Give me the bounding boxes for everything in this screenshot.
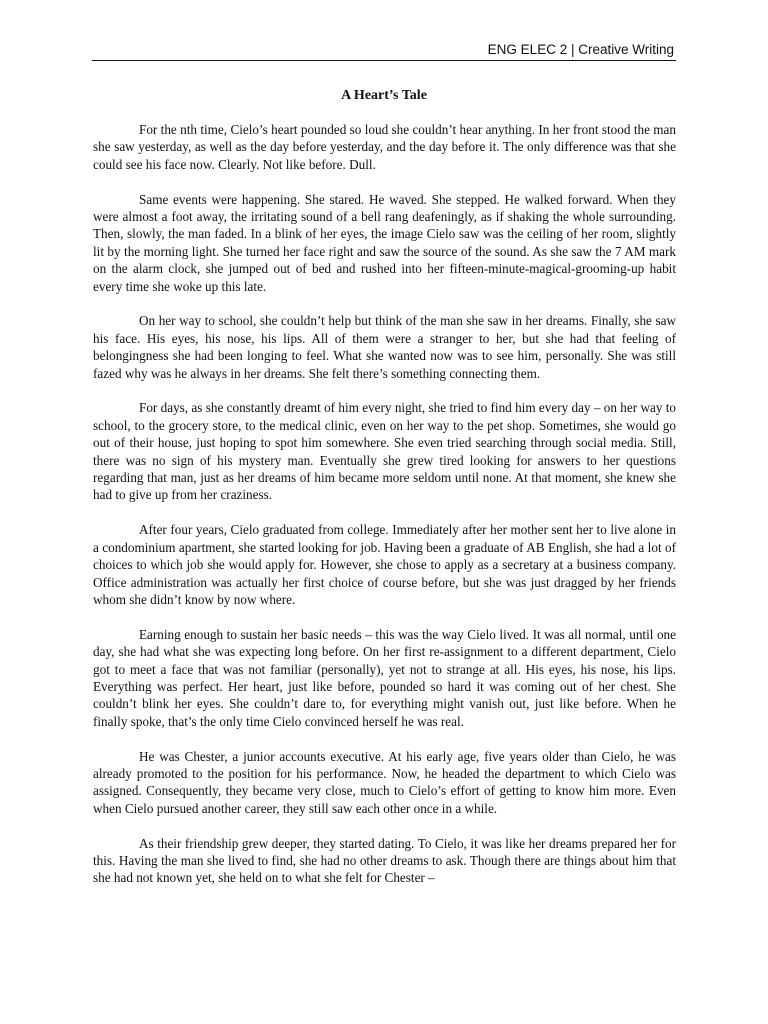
paragraph: After four years, Cielo graduated from college. Immediately after her mother sent her to live alone in a condominium apartment, she started looking for job. Having been a graduate of AB English, she had a lot of choices to which job she would apply for. However, she chose to apply as a secretary at a business company. Office administration was actually her first choice of course before, but she was just dragged by her friends whom she didn’t know by now where. bbox=[93, 522, 676, 607]
paragraph: As their friendship grew deeper, they started dating. To Cielo, it was like her dreams prepared her for this. Having the man she lived to find, she had no other dreams to ask. Though there are things about him that she had not known yet, she held on to what she felt for Chester – bbox=[93, 835, 676, 886]
page-header bbox=[92, 40, 676, 61]
document-title: A Heart’s Tale bbox=[341, 88, 427, 103]
paragraph: Same events were happening. She stared. He waved. She stepped. He walked forward. When they were almost a foot away, the irritating sound of a bell rang deafeningly, as if shaking the whole surrounding. Then, slowly, the man faded. In a blink of her eyes, the image Cielo saw was the ceiling of her room, slightly lit by the morning light. She turned her face right and saw the source of the sound. As she saw the 7 AM mark on the alarm clock, she jumped out of bed and rushed into her fifteen-minute-magical-grooming-up habit every time she woke up this late. bbox=[93, 191, 676, 294]
paragraph: Earning enough to sustain her basic needs – this was the way Cielo lived. It was all normal, until one day, she had what she was expecting long before. On her first re-assignment to a different department, Cielo got to meet a face that was not familiar (personally), yet not to strange at all. His eyes, his nose, his lips. Everything was perfect. Her heart, just like before, pounded so hard it was coming out of her chest. She couldn’t blink her eyes. She couldn’t dare to, for everything might vanish out, just like before. When he finally spoke, that’s the only time Cielo convinced herself he was real. bbox=[93, 626, 676, 729]
paragraph: He was Chester, a junior accounts executive. At his early age, five years older than Cielo, he was already promoted to the position for his performance. Now, he headed the department to which Cielo was assigned. Consequently, they became very close, much to Cielo’s effort of getting to know him more. Even when Cielo pursued another career, they still saw each other once in a while. bbox=[93, 748, 676, 816]
paragraph: On her way to school, she couldn’t help but think of the man she saw in her dreams. Finally, she saw his face. His eyes, his nose, his lips. All of them were a stranger to her, but she had that feeling of belongingness she had been longing to feel. What she wanted now was to see him, personally. She was still fazed why was he always in her dreams. She felt there’s something connecting them. bbox=[93, 313, 676, 381]
document-body bbox=[93, 121, 676, 904]
paragraph: For days, as she constantly dreamt of him every night, she tried to find him every day – on her way to school, to the grocery store, to the medical clinic, even on her way to the pet shop. Sometimes, she would go out of their house, just hoping to spot him somewhere. She even tried searching through social media. Still, there was no sign of his mystery man. Eventually she grew tired looking for answers to her questions regarding that man, just as her dreams of him became more seldom until none. At that moment, she knew she had to give up from her craziness. bbox=[93, 400, 676, 503]
paragraph: For the nth time, Cielo’s heart pounded so loud she couldn’t hear anything. In her front stood the man she saw yesterday, as well as the day before yesterday, and the day before it. The only difference was that she could see his face now. Clearly. Not like before. Dull. bbox=[93, 122, 676, 172]
header-course-label: ENG ELEC 2 | Creative Writing bbox=[487, 42, 674, 57]
